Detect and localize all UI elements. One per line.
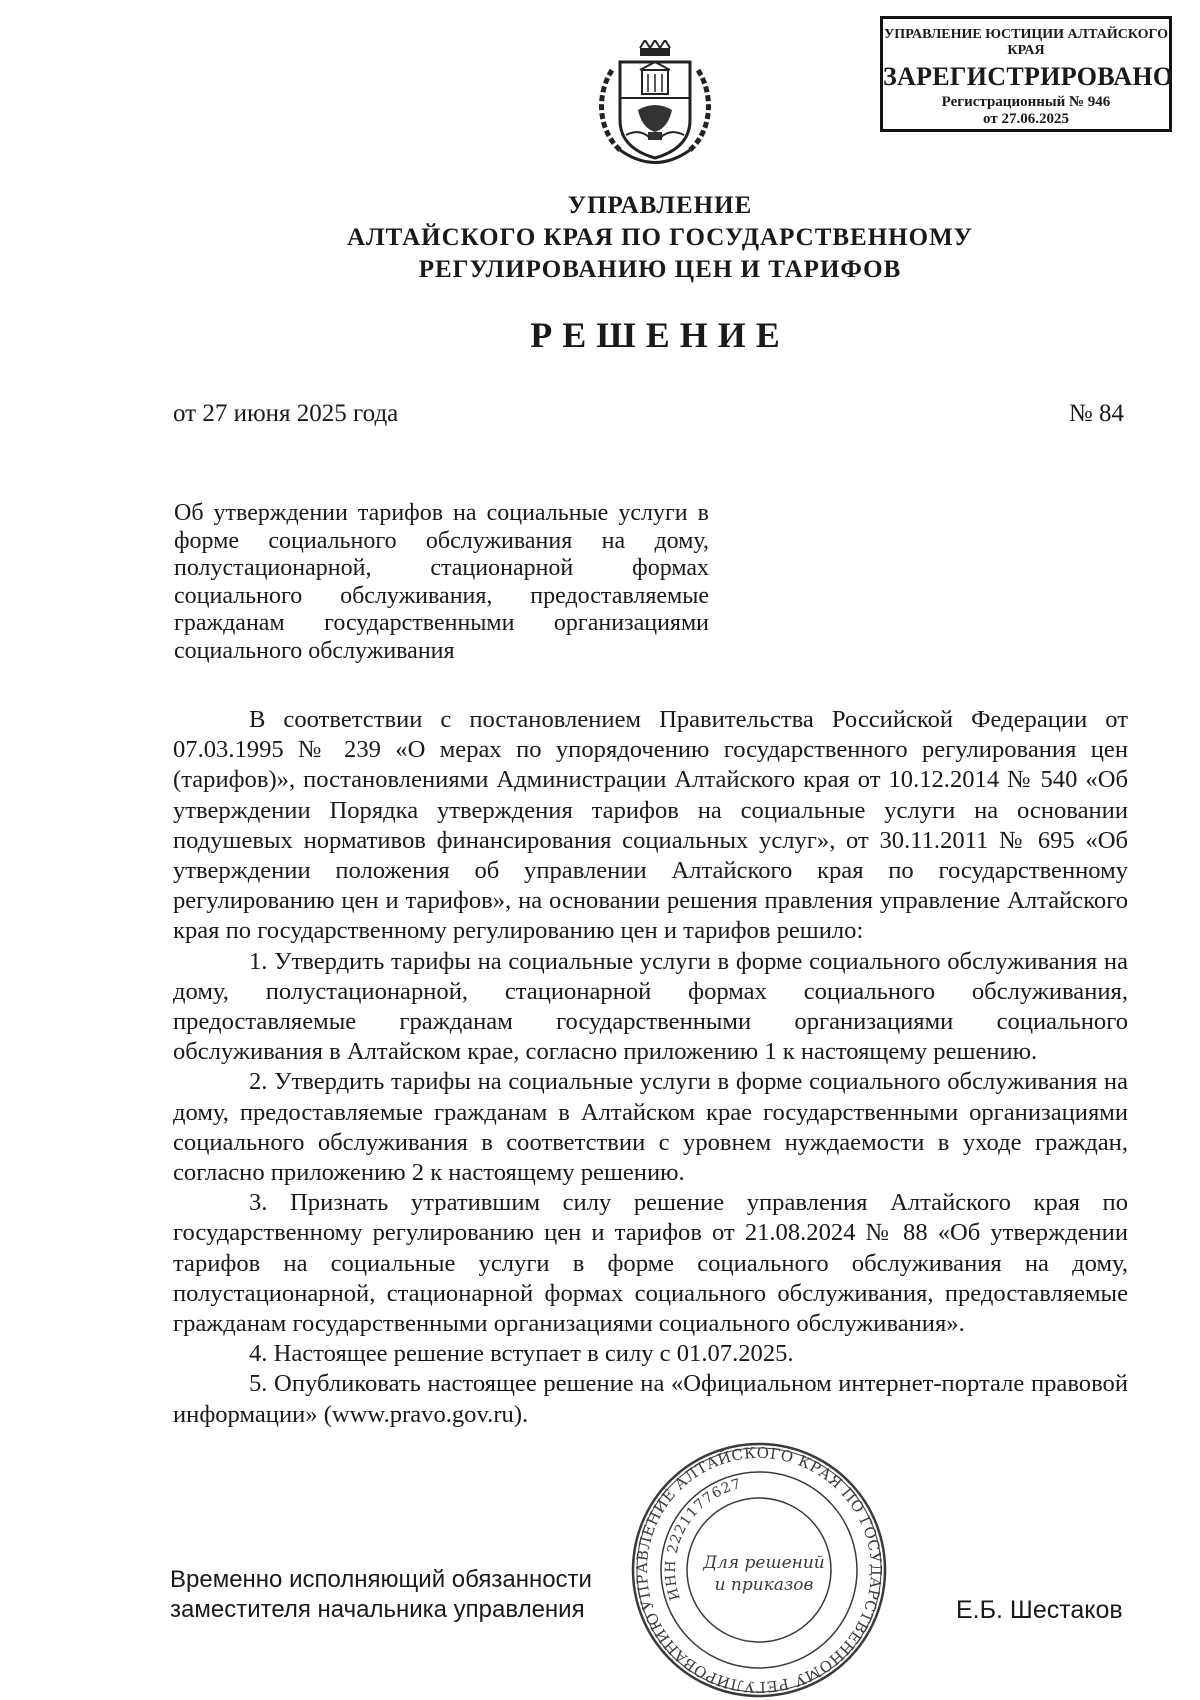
document-subject: Об утверждении тарифов на социальные услуги в форме социального обслуживания на дому, полустационарной, стационарной формах социального обслуживания, предоставляемые гражданам государственными организациями социального обслуживания bbox=[174, 500, 709, 664]
header-line-2: АЛТАЙСКОГО КРАЯ ПО ГОСУДАРСТВЕННОМУ bbox=[346, 224, 974, 251]
stamp-reg-date: от 27.06.2025 bbox=[983, 111, 1069, 128]
coat-of-arms-icon bbox=[590, 40, 720, 180]
body-item-1: 1. Утвердить тарифы на социальные услуги в форме социального обслуживания на дому, полустационарной, стационарной формах социального обслуживания, предоставляемые гражданам государственными организациями социального обслуживания в Алтайском крае, согласно приложению 1 к настоящему решению. bbox=[173, 947, 1128, 1066]
official-seal-stamp bbox=[624, 1440, 894, 1700]
registration-stamp bbox=[880, 16, 1172, 132]
body-item-3: 3. Признать утратившим силу решение управления Алтайского края по государственному регулированию цен и тарифов от 21.08.2024 № 88 «Об утверждении тарифов на социальные услуги в форме социального обслуживания на дому, полустационарной, стационарной формах социального обслуживания, предоставляемые гражданам государственными организациями социального обслуживания». bbox=[173, 1189, 1128, 1338]
signatory-position-line-2: заместителя начальника управления bbox=[170, 1596, 585, 1623]
issuer-header bbox=[200, 190, 1120, 286]
signatory-name: Е.Б. Шестаков bbox=[956, 1596, 1123, 1624]
stamp-organization: УПРАВЛЕНИЕ ЮСТИЦИИ АЛТАЙСКОГО КРАЯ bbox=[884, 27, 1168, 59]
body-item-2: 2. Утвердить тарифы на социальные услуги в форме социального обслуживания на дому, предоставляемые гражданам в Алтайском крае государственными организациями социального обслуживания в соответствии с уровнем нуждаемости в уходе граждан, согласно приложению 2 к настоящему решению. bbox=[173, 1068, 1128, 1187]
seal-outer-text: УПРАВЛЕНИЕ АЛТАЙСКОГО КРАЯ ПО ГОСУДАРСТВЕННОМУ РЕГУЛИРОВАНИЮ bbox=[632, 1443, 886, 1697]
body-preamble: В соответствии с постановлением Правительства Российской Федерации от 07.03.1995 № 239 «О мерах по упорядочению государственного регулирования цен (тарифов)», постановлениями Администрации Алтайского края от 10.12.2014 № 540 «Об утверждении Порядка утверждения тарифов на социальные услуги на основании подушевых нормативов финансирования социальных услуг», от 30.11.2011 № 695 «Об утверждении положения об управлении Алтайского края по государственному регулированию цен и тарифов», на основании решения правления управление Алтайского края по государственному регулированию цен и тарифов решило: bbox=[173, 706, 1128, 945]
body-item-4: 4. Настоящее решение вступает в силу с 01.07.2025. bbox=[249, 1340, 794, 1368]
seal-center-line-1: Для решений bbox=[703, 1553, 825, 1573]
document-date: от 27 июня 2025 года bbox=[173, 400, 399, 427]
stamp-reg-number: Регистрационный № 946 bbox=[941, 94, 1111, 111]
signatory-position-line-1: Временно исполняющий обязанности bbox=[170, 1566, 592, 1593]
document-type-title: РЕШЕНИЕ bbox=[530, 315, 790, 355]
document-body bbox=[173, 705, 1128, 1430]
header-line-1: УПРАВЛЕНИЕ bbox=[567, 192, 753, 219]
seal-center-line-2: и приказов bbox=[714, 1575, 814, 1595]
seal-inn: ИНН 2221177627 bbox=[662, 1475, 744, 1603]
document-number: № 84 bbox=[1068, 400, 1124, 427]
stamp-status: ЗАРЕГИСТРИРОВАНО bbox=[883, 62, 1174, 92]
header-line-3: РЕГУЛИРОВАНИЮ ЦЕН И ТАРИФОВ bbox=[418, 256, 902, 283]
signatory-position bbox=[170, 1565, 630, 1625]
body-item-5: 5. Опубликовать настоящее решение на «Официальном интернет-портале правовой информации» (www.pravo.gov.ru). bbox=[173, 1370, 1128, 1428]
